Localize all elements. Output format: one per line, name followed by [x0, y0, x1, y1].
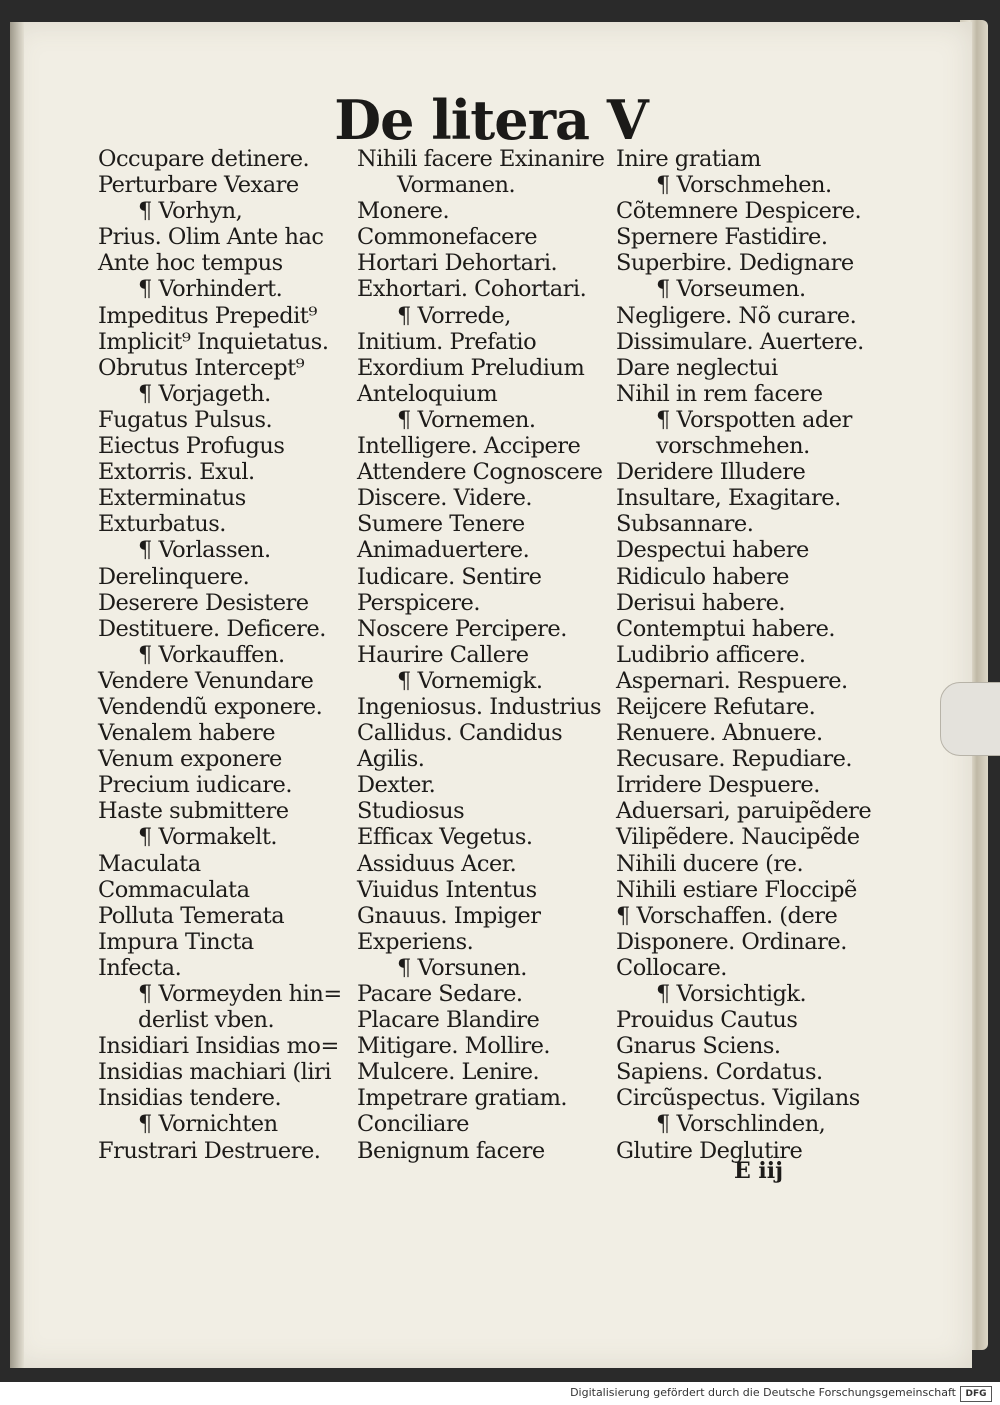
entry-line: Glutire Deglutire — [616, 1137, 803, 1164]
entry-line: Inire gratiam — [616, 146, 761, 172]
entry-line: Iudicare. Sentire — [357, 563, 542, 590]
entry-line: Initium. Prefatio — [357, 328, 537, 355]
entry-line: ¶ Vornemen. — [397, 406, 536, 433]
entry-line: Superbire. Dedignare — [616, 250, 854, 277]
entry-line: Fugatus Pulsus. — [98, 406, 273, 433]
entry-line: Destituere. Deficere. — [98, 615, 326, 642]
entry-line: Nihili ducere (re. — [616, 850, 804, 877]
entry-line: Venum exponere — [98, 746, 282, 773]
entry-line: Dare neglectui — [616, 354, 778, 381]
entry-line: Extorris. Exul. — [98, 459, 255, 486]
entry-line: ¶ Vornichten — [138, 1111, 278, 1138]
entry-line: ¶ Vorlassen. — [138, 537, 271, 564]
page-tab-marker — [940, 682, 1000, 756]
entry-line: Derelinquere. — [98, 563, 250, 590]
entry-line: ¶ Vorjageth. — [138, 380, 271, 407]
entry-line: Irridere Despuere. — [616, 772, 820, 799]
entry-line: Hortari Dehortari. — [357, 250, 558, 277]
entry-line: Sumere Tenere — [357, 511, 525, 538]
book-page — [10, 22, 972, 1368]
entry-line: Polluta Temerata — [98, 902, 285, 929]
entry-line: Commonefacere — [357, 224, 538, 251]
column-left — [98, 146, 360, 1164]
entry-line: Mitigare. Mollire. — [357, 1033, 551, 1060]
entry-line: Ingeniosus. Industrius — [357, 693, 602, 720]
entry-line: Precium iudicare. — [98, 772, 293, 799]
entry-line: Conciliare — [357, 1111, 469, 1138]
entry-line: Agilis. — [357, 746, 425, 773]
signature-mark: E iij — [734, 1158, 784, 1184]
entry-line: ¶ Vorschaffen. (dere — [616, 902, 838, 929]
entry-line: ¶ Vormeyden hin= — [138, 981, 342, 1007]
entry-line: Occupare detinere. — [98, 146, 310, 172]
entry-line: Nihili estiare Floccipẽ — [616, 876, 857, 903]
entry-line: Despectui habere — [616, 537, 809, 564]
entry-line: Exterminatus — [98, 485, 246, 512]
entry-line: Nihil in rem facere — [616, 380, 823, 407]
entry-line: Insidiari Insidias mo= — [98, 1033, 339, 1060]
entry-line: Dexter. — [357, 772, 436, 799]
entry-line: Implicit⁹ Inquietatus. — [98, 328, 329, 355]
entry-line: Cõtemnere Despicere. — [616, 198, 862, 225]
entry-line: Assiduus Acer. — [357, 850, 517, 877]
entry-line: Efficax Vegetus. — [357, 824, 533, 851]
funding-credit: Digitalisierung gefördert durch die Deutsche Forschungsgemeinschaft — [570, 1386, 956, 1399]
entry-line: Obrutus Intercept⁹ — [98, 354, 305, 381]
entry-line: Sapiens. Cordatus. — [616, 1059, 823, 1086]
entry-line: Insultare, Exagitare. — [616, 485, 841, 512]
entry-line: Monere. — [357, 198, 450, 225]
entry-line: ¶ Vormakelt. — [138, 824, 278, 851]
entry-line: Placare Blandire — [357, 1007, 540, 1034]
entry-line: Negligere. Nõ curare. — [616, 302, 857, 329]
entry-line: Impetrare gratiam. — [357, 1085, 568, 1112]
entry-line: Eiectus Profugus — [98, 433, 285, 460]
entry-line: Ludibrio afficere. — [616, 641, 806, 668]
entry-line: ¶ Vorschmehen. — [656, 172, 832, 199]
entry-line: Haste submittere — [98, 798, 289, 825]
entry-line: Pacare Sedare. — [357, 981, 523, 1007]
entry-line: Gnauus. Impiger — [357, 902, 541, 929]
entry-line: Perturbare Vexare — [98, 172, 299, 199]
entry-line: Ridiculo habere — [616, 563, 789, 590]
entry-line: Haurire Callere — [357, 641, 529, 668]
entry-line: Vendendũ exponere. — [98, 693, 323, 720]
entry-line: Vormanen. — [397, 172, 516, 199]
entry-line: Noscere Percipere. — [357, 615, 567, 642]
entry-line: ¶ Vorsunen. — [397, 954, 527, 981]
entry-line: Viuidus Intentus — [357, 876, 537, 903]
entry-line: Nihili facere Exinanire — [357, 146, 605, 172]
entry-line: Disponere. Ordinare. — [616, 928, 847, 955]
entry-line: Vendere Venundare — [98, 667, 314, 694]
entry-line: ¶ Vorrede, — [397, 302, 511, 329]
entry-line: vorschmehen. — [656, 433, 810, 460]
page-title: De litera V — [334, 88, 648, 152]
entry-line: Subsannare. — [616, 511, 754, 538]
entry-line: Deserere Desistere — [98, 589, 309, 616]
entry-line: Exhortari. Cohortari. — [357, 276, 587, 303]
entry-line: Insidias machiari (liri — [98, 1059, 332, 1086]
entry-line: Commaculata — [98, 876, 250, 903]
entry-line: Experiens. — [357, 928, 474, 955]
dfg-logo: DFG — [960, 1386, 992, 1402]
entry-line: Intelligere. Accipere — [357, 433, 581, 460]
entry-line: Renuere. Abnuere. — [616, 720, 823, 747]
entry-line: Gnarus Sciens. — [616, 1033, 781, 1060]
binding-gutter — [10, 22, 24, 1368]
entry-line: Frustrari Destruere. — [98, 1137, 321, 1164]
entry-line: ¶ Vornemigk. — [397, 667, 543, 694]
entry-line: ¶ Vorhindert. — [138, 276, 283, 303]
entry-line: Contemptui habere. — [616, 615, 836, 642]
entry-line: Deridere Illudere — [616, 459, 806, 486]
entry-line: Exturbatus. — [98, 511, 226, 538]
entry-line: ¶ Vorhyn, — [138, 198, 243, 225]
entry-line: Insidias tendere. — [98, 1085, 282, 1112]
entry-line: ¶ Vorsichtigk. — [656, 981, 807, 1007]
entry-line: Aspernari. Respuere. — [616, 667, 848, 694]
entry-line: Ante hoc tempus — [98, 250, 283, 277]
entry-line: Infecta. — [98, 954, 182, 981]
entry-line: Impura Tincta — [98, 928, 254, 955]
entry-line: Vilipẽdere. Naucipẽde — [616, 824, 860, 851]
entry-line: ¶ Vorspotten ader — [656, 406, 852, 433]
entry-line: Venalem habere — [98, 720, 276, 747]
entry-line: Aduersari, paruipẽdere — [616, 798, 872, 825]
entry-line: Collocare. — [616, 954, 727, 981]
entry-line: ¶ Vorschlinden, — [656, 1111, 826, 1138]
entry-line: Circũspectus. Vigilans — [616, 1085, 860, 1112]
entry-line: ¶ Vorkauffen. — [138, 641, 285, 668]
entry-line: Prius. Olim Ante hac — [98, 224, 324, 251]
column-middle — [357, 146, 619, 1164]
entry-line: derlist vben. — [138, 1007, 275, 1034]
entry-line: Attendere Cognoscere — [357, 459, 603, 486]
entry-line: ¶ Vorseumen. — [656, 276, 806, 303]
entry-line: Exordium Preludium — [357, 354, 585, 381]
entry-line: Impeditus Prepedit⁹ — [98, 302, 317, 329]
entry-line: Callidus. Candidus — [357, 720, 563, 747]
entry-line: Studiosus — [357, 798, 465, 825]
entry-line: Prouidus Cautus — [616, 1007, 798, 1034]
footer-bar — [0, 1382, 1000, 1405]
column-right — [616, 146, 878, 1164]
entry-line: Derisui habere. — [616, 589, 786, 616]
entry-line: Discere. Videre. — [357, 485, 533, 512]
entry-line: Maculata — [98, 850, 201, 877]
entry-line: Benignum facere — [357, 1137, 545, 1164]
entry-line: Dissimulare. Auertere. — [616, 328, 864, 355]
entry-line: Reijcere Refutare. — [616, 693, 816, 720]
entry-line: Spernere Fastidire. — [616, 224, 828, 251]
entry-line: Recusare. Repudiare. — [616, 746, 853, 773]
entry-line: Animaduertere. — [357, 537, 530, 564]
entry-line: Anteloquium — [357, 380, 498, 407]
entry-line: Perspicere. — [357, 589, 480, 616]
entry-line: Mulcere. Lenire. — [357, 1059, 540, 1086]
